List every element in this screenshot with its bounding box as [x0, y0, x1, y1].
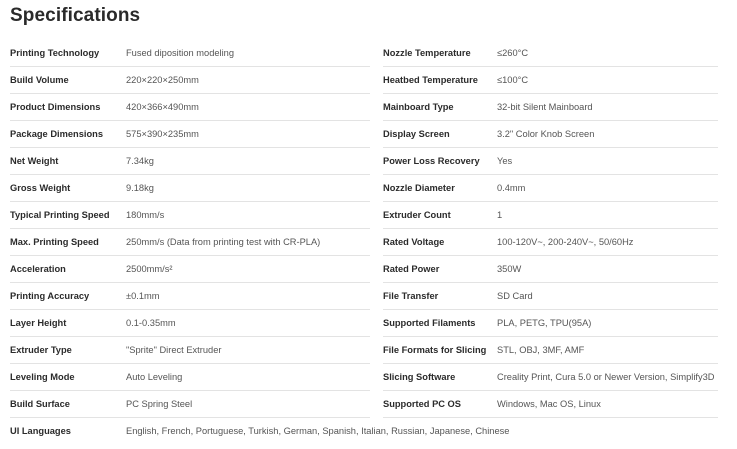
spec-value: STL, OBJ, 3MF, AMF: [497, 345, 585, 355]
spec-value: 1: [497, 210, 503, 220]
spec-row: [10, 310, 370, 337]
spec-label: Extruder Count: [383, 210, 451, 220]
spec-value: 350W: [497, 264, 522, 274]
spec-value: "Sprite" Direct Extruder: [126, 345, 222, 355]
spec-label: Printing Accuracy: [10, 291, 90, 301]
spec-value: 3.2" Color Knob Screen: [497, 129, 595, 139]
spec-row: [383, 67, 718, 94]
spec-value: 0.1-0.35mm: [126, 318, 176, 328]
spec-row: [383, 283, 718, 310]
spec-value: PC Spring Steel: [126, 399, 193, 409]
spec-label: File Transfer: [383, 291, 439, 301]
spec-value: ≤260°C: [497, 48, 529, 58]
spec-value: 250mm/s (Data from printing test with CR-PLA): [126, 237, 321, 247]
spec-row: [383, 40, 718, 67]
spec-value: 220×220×250mm: [126, 75, 199, 85]
spec-value: PLA, PETG, TPU(95A): [497, 318, 592, 328]
spec-label: Rated Voltage: [383, 237, 445, 247]
spec-value: 100-120V~, 200-240V~, 50/60Hz: [497, 237, 634, 247]
spec-label: Gross Weight: [10, 183, 71, 193]
spec-label: Mainboard Type: [383, 102, 454, 112]
spec-label: Power Loss Recovery: [383, 156, 480, 166]
spec-value: 420×366×490mm: [126, 102, 199, 112]
spec-label: Package Dimensions: [10, 129, 104, 139]
spec-label: Max. Printing Speed: [10, 237, 99, 247]
spec-label: Rated Power: [383, 264, 440, 274]
spec-row: [10, 391, 370, 418]
spec-label: Net Weight: [10, 156, 59, 166]
spec-row: [10, 256, 370, 283]
spec-row: [10, 121, 370, 148]
spec-row: [10, 67, 370, 94]
spec-label: Typical Printing Speed: [10, 210, 110, 220]
spec-label: Leveling Mode: [10, 372, 75, 382]
spec-row: [10, 94, 370, 121]
spec-label: Printing Technology: [10, 48, 100, 58]
spec-value: ±0.1mm: [126, 291, 160, 301]
spec-row: [10, 175, 370, 202]
spec-label: Acceleration: [10, 264, 66, 274]
spec-value: Auto Leveling: [126, 372, 183, 382]
spec-label: Build Volume: [10, 75, 69, 85]
spec-row: [383, 229, 718, 256]
spec-value: Yes: [497, 156, 513, 166]
spec-row: [383, 148, 718, 175]
spec-row: [10, 337, 370, 364]
spec-row: [383, 391, 718, 418]
spec-label: Display Screen: [383, 129, 450, 139]
spec-label: Nozzle Temperature: [383, 48, 471, 58]
spec-row: [10, 364, 370, 391]
spec-row: [383, 94, 718, 121]
spec-value: SD Card: [497, 291, 533, 301]
spec-row: [10, 229, 370, 256]
spec-row: [383, 310, 718, 337]
spec-row: [10, 418, 510, 445]
spec-label: UI Languages: [10, 426, 71, 436]
spec-row: [383, 256, 718, 283]
spec-label: Extruder Type: [10, 345, 72, 355]
spec-value: English, French, Portuguese, Turkish, German, Spanish, Italian, Russian, Japanese, Chinese: [126, 426, 510, 436]
spec-label: Nozzle Diameter: [383, 183, 455, 193]
spec-value: ≤100°C: [497, 75, 529, 85]
spec-label: Slicing Software: [383, 372, 456, 382]
spec-row: [10, 148, 370, 175]
spec-row: [383, 121, 718, 148]
spec-label: Heatbed Temperature: [383, 75, 478, 85]
spec-label: Supported PC OS: [383, 399, 461, 409]
spec-row: [10, 40, 370, 67]
spec-label: Layer Height: [10, 318, 67, 328]
spec-value: 575×390×235mm: [126, 129, 199, 139]
spec-row: [383, 175, 718, 202]
spec-row: [383, 202, 718, 229]
spec-row: [383, 364, 718, 391]
spec-value: 0.4mm: [497, 183, 526, 193]
spec-value: 32-bit Silent Mainboard: [497, 102, 593, 112]
spec-row: [383, 337, 718, 364]
spec-label: Product Dimensions: [10, 102, 101, 112]
spec-value: 7.34kg: [126, 156, 154, 166]
spec-row: [10, 283, 370, 310]
spec-value: Creality Print, Cura 5.0 or Newer Version, Simplify3D: [497, 372, 715, 382]
spec-value: 9.18kg: [126, 183, 154, 193]
spec-value: 180mm/s: [126, 210, 165, 220]
spec-value: Windows, Mac OS, Linux: [497, 399, 601, 409]
spec-value: 2500mm/s²: [126, 264, 173, 274]
spec-value: Fused diposition modeling: [126, 48, 235, 58]
spec-row: [10, 202, 370, 229]
spec-label: File Formats for Slicing: [383, 345, 487, 355]
spec-label: Supported Filaments: [383, 318, 476, 328]
page-title: Specifications: [10, 5, 141, 26]
spec-label: Build Surface: [10, 399, 70, 409]
